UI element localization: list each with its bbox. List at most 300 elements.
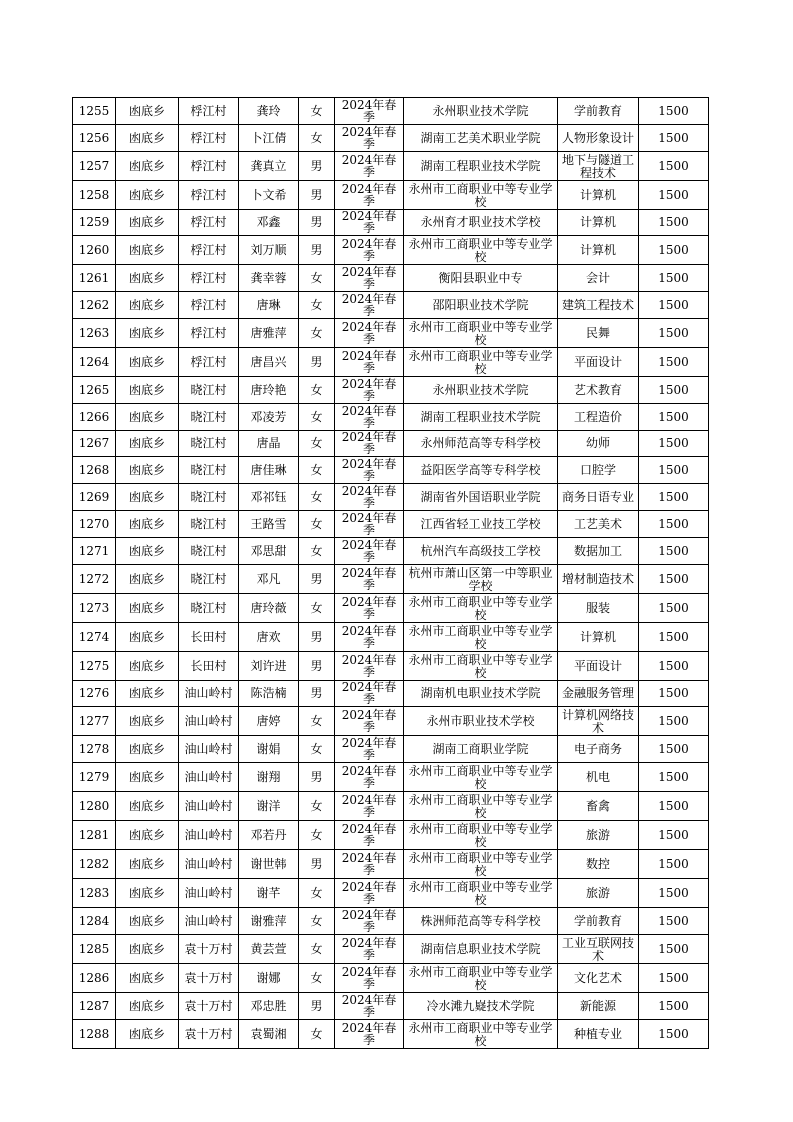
row-number-cell: 1283 (73, 879, 116, 908)
village-cell: 桴江村 (179, 209, 239, 236)
school-cell: 永州师范高等专科学校 (404, 430, 558, 457)
row-number-cell: 1280 (73, 792, 116, 821)
term-cell: 2024年春季 (335, 265, 404, 292)
amount-cell: 1500 (639, 403, 709, 430)
school-cell: 永州市职业技术学校 (404, 707, 558, 736)
term-cell: 2024年春季 (335, 376, 404, 403)
table-row (73, 537, 709, 564)
village-cell: 长田村 (179, 622, 239, 651)
student-name-cell: 唐佳琳 (239, 457, 299, 484)
term-cell: 2024年春季 (335, 98, 404, 125)
row-number-cell: 1267 (73, 430, 116, 457)
gender-cell: 女 (299, 292, 335, 319)
major-cell: 文化艺术 (558, 963, 639, 992)
township-cell: 凼底乡 (116, 292, 179, 319)
gender-cell: 女 (299, 457, 335, 484)
table-row (73, 850, 709, 879)
school-cell: 湖南工商职业学院 (404, 736, 558, 763)
major-cell: 计算机 (558, 180, 639, 209)
village-cell: 袁十万村 (179, 1019, 239, 1048)
amount-cell: 1500 (639, 124, 709, 151)
term-cell: 2024年春季 (335, 736, 404, 763)
student-name-cell: 邓若丹 (239, 821, 299, 850)
student-name-cell: 谢芊 (239, 879, 299, 908)
village-cell: 晓江村 (179, 593, 239, 622)
major-cell: 计算机 (558, 236, 639, 265)
row-number-cell: 1284 (73, 908, 116, 935)
term-cell: 2024年春季 (335, 292, 404, 319)
school-cell: 杭州汽车高级技工学校 (404, 537, 558, 564)
township-cell: 凼底乡 (116, 908, 179, 935)
major-cell: 种植专业 (558, 1019, 639, 1048)
school-cell: 永州市工商职业中等专业学校 (404, 792, 558, 821)
village-cell: 油山岭村 (179, 680, 239, 707)
village-cell: 桴江村 (179, 265, 239, 292)
amount-cell: 1500 (639, 430, 709, 457)
township-cell: 凼底乡 (116, 1019, 179, 1048)
table-row (73, 593, 709, 622)
table-row (73, 318, 709, 347)
table-row (73, 124, 709, 151)
major-cell: 民舞 (558, 318, 639, 347)
amount-cell: 1500 (639, 537, 709, 564)
row-number-cell: 1271 (73, 537, 116, 564)
gender-cell: 女 (299, 934, 335, 963)
gender-cell: 女 (299, 318, 335, 347)
gender-cell: 女 (299, 265, 335, 292)
major-cell: 工程造价 (558, 403, 639, 430)
major-cell: 增材制造技术 (558, 564, 639, 593)
gender-cell: 男 (299, 651, 335, 680)
table-row (73, 98, 709, 125)
row-number-cell: 1279 (73, 763, 116, 792)
amount-cell: 1500 (639, 318, 709, 347)
table-row (73, 908, 709, 935)
gender-cell: 女 (299, 593, 335, 622)
gender-cell: 女 (299, 707, 335, 736)
gender-cell: 女 (299, 736, 335, 763)
school-cell: 永州市工商职业中等专业学校 (404, 850, 558, 879)
village-cell: 桴江村 (179, 347, 239, 376)
student-name-cell: 卜江倩 (239, 124, 299, 151)
student-name-cell: 卜文希 (239, 180, 299, 209)
student-name-cell: 龚真立 (239, 151, 299, 180)
amount-cell: 1500 (639, 236, 709, 265)
table-row (73, 934, 709, 963)
school-cell: 株洲师范高等专科学校 (404, 908, 558, 935)
amount-cell: 1500 (639, 510, 709, 537)
township-cell: 凼底乡 (116, 457, 179, 484)
row-number-cell: 1258 (73, 180, 116, 209)
major-cell: 口腔学 (558, 457, 639, 484)
table-row (73, 403, 709, 430)
township-cell: 凼底乡 (116, 98, 179, 125)
school-cell: 永州市工商职业中等专业学校 (404, 651, 558, 680)
table-row (73, 1019, 709, 1048)
student-name-cell: 唐昌兴 (239, 347, 299, 376)
township-cell: 凼底乡 (116, 124, 179, 151)
term-cell: 2024年春季 (335, 180, 404, 209)
row-number-cell: 1263 (73, 318, 116, 347)
row-number-cell: 1256 (73, 124, 116, 151)
row-number-cell: 1268 (73, 457, 116, 484)
amount-cell: 1500 (639, 992, 709, 1019)
table-row (73, 707, 709, 736)
township-cell: 凼底乡 (116, 318, 179, 347)
table-row (73, 180, 709, 209)
school-cell: 湖南信息职业技术学院 (404, 934, 558, 963)
table-row (73, 457, 709, 484)
school-cell: 江西省轻工业技工学校 (404, 510, 558, 537)
township-cell: 凼底乡 (116, 593, 179, 622)
gender-cell: 男 (299, 236, 335, 265)
township-cell: 凼底乡 (116, 236, 179, 265)
term-cell: 2024年春季 (335, 564, 404, 593)
term-cell: 2024年春季 (335, 457, 404, 484)
student-name-cell: 邓凌芳 (239, 403, 299, 430)
amount-cell: 1500 (639, 98, 709, 125)
student-name-cell: 谢娟 (239, 736, 299, 763)
row-number-cell: 1282 (73, 850, 116, 879)
major-cell: 机电 (558, 763, 639, 792)
table-row (73, 236, 709, 265)
gender-cell: 女 (299, 821, 335, 850)
row-number-cell: 1264 (73, 347, 116, 376)
school-cell: 衡阳县职业中专 (404, 265, 558, 292)
table-row (73, 265, 709, 292)
major-cell: 工艺美术 (558, 510, 639, 537)
student-name-cell: 刘万顺 (239, 236, 299, 265)
major-cell: 金融服务管理 (558, 680, 639, 707)
table-row (73, 347, 709, 376)
village-cell: 袁十万村 (179, 934, 239, 963)
township-cell: 凼底乡 (116, 403, 179, 430)
village-cell: 油山岭村 (179, 763, 239, 792)
amount-cell: 1500 (639, 792, 709, 821)
row-number-cell: 1278 (73, 736, 116, 763)
amount-cell: 1500 (639, 622, 709, 651)
row-number-cell: 1281 (73, 821, 116, 850)
amount-cell: 1500 (639, 457, 709, 484)
school-cell: 湖南机电职业技术学院 (404, 680, 558, 707)
village-cell: 油山岭村 (179, 908, 239, 935)
row-number-cell: 1285 (73, 934, 116, 963)
gender-cell: 男 (299, 209, 335, 236)
major-cell: 幼师 (558, 430, 639, 457)
village-cell: 晓江村 (179, 537, 239, 564)
village-cell: 长田村 (179, 651, 239, 680)
row-number-cell: 1273 (73, 593, 116, 622)
table-row (73, 564, 709, 593)
township-cell: 凼底乡 (116, 792, 179, 821)
amount-cell: 1500 (639, 180, 709, 209)
student-name-cell: 唐琳 (239, 292, 299, 319)
village-cell: 晓江村 (179, 510, 239, 537)
gender-cell: 男 (299, 850, 335, 879)
school-cell: 湖南工程职业技术学院 (404, 151, 558, 180)
township-cell: 凼底乡 (116, 934, 179, 963)
student-name-cell: 袁蜀湘 (239, 1019, 299, 1048)
major-cell: 新能源 (558, 992, 639, 1019)
table-row (73, 992, 709, 1019)
amount-cell: 1500 (639, 347, 709, 376)
gender-cell: 女 (299, 908, 335, 935)
school-cell: 杭州市萧山区第一中等职业学校 (404, 564, 558, 593)
township-cell: 凼底乡 (116, 376, 179, 403)
school-cell: 永州市工商职业中等专业学校 (404, 318, 558, 347)
amount-cell: 1500 (639, 908, 709, 935)
school-cell: 邵阳职业技术学院 (404, 292, 558, 319)
major-cell: 计算机网络技术 (558, 707, 639, 736)
village-cell: 桴江村 (179, 124, 239, 151)
term-cell: 2024年春季 (335, 124, 404, 151)
row-number-cell: 1257 (73, 151, 116, 180)
township-cell: 凼底乡 (116, 510, 179, 537)
township-cell: 凼底乡 (116, 963, 179, 992)
school-cell: 永州市工商职业中等专业学校 (404, 593, 558, 622)
gender-cell: 女 (299, 792, 335, 821)
term-cell: 2024年春季 (335, 484, 404, 511)
student-name-cell: 唐欢 (239, 622, 299, 651)
amount-cell: 1500 (639, 879, 709, 908)
major-cell: 计算机 (558, 209, 639, 236)
village-cell: 晓江村 (179, 376, 239, 403)
term-cell: 2024年春季 (335, 1019, 404, 1048)
row-number-cell: 1275 (73, 651, 116, 680)
township-cell: 凼底乡 (116, 992, 179, 1019)
gender-cell: 男 (299, 622, 335, 651)
term-cell: 2024年春季 (335, 792, 404, 821)
student-name-cell: 谢世韩 (239, 850, 299, 879)
amount-cell: 1500 (639, 209, 709, 236)
school-cell: 湖南省外国语职业学院 (404, 484, 558, 511)
village-cell: 桴江村 (179, 151, 239, 180)
student-name-cell: 邓忠胜 (239, 992, 299, 1019)
township-cell: 凼底乡 (116, 622, 179, 651)
amount-cell: 1500 (639, 376, 709, 403)
village-cell: 油山岭村 (179, 736, 239, 763)
gender-cell: 女 (299, 376, 335, 403)
table-row (73, 736, 709, 763)
student-name-cell: 唐晶 (239, 430, 299, 457)
township-cell: 凼底乡 (116, 879, 179, 908)
gender-cell: 女 (299, 403, 335, 430)
village-cell: 桴江村 (179, 236, 239, 265)
school-cell: 永州市工商职业中等专业学校 (404, 236, 558, 265)
major-cell: 数据加工 (558, 537, 639, 564)
term-cell: 2024年春季 (335, 821, 404, 850)
table-row (73, 763, 709, 792)
student-name-cell: 谢洋 (239, 792, 299, 821)
term-cell: 2024年春季 (335, 908, 404, 935)
major-cell: 平面设计 (558, 651, 639, 680)
school-cell: 湖南工程职业技术学院 (404, 403, 558, 430)
village-cell: 油山岭村 (179, 707, 239, 736)
row-number-cell: 1276 (73, 680, 116, 707)
term-cell: 2024年春季 (335, 403, 404, 430)
row-number-cell: 1288 (73, 1019, 116, 1048)
township-cell: 凼底乡 (116, 651, 179, 680)
village-cell: 晓江村 (179, 430, 239, 457)
gender-cell: 女 (299, 484, 335, 511)
township-cell: 凼底乡 (116, 707, 179, 736)
school-cell: 永州市工商职业中等专业学校 (404, 963, 558, 992)
major-cell: 工业互联网技术 (558, 934, 639, 963)
gender-cell: 男 (299, 151, 335, 180)
township-cell: 凼底乡 (116, 265, 179, 292)
gender-cell: 男 (299, 564, 335, 593)
amount-cell: 1500 (639, 265, 709, 292)
major-cell: 服装 (558, 593, 639, 622)
term-cell: 2024年春季 (335, 879, 404, 908)
township-cell: 凼底乡 (116, 180, 179, 209)
township-cell: 凼底乡 (116, 736, 179, 763)
gender-cell: 男 (299, 992, 335, 1019)
amount-cell: 1500 (639, 850, 709, 879)
row-number-cell: 1260 (73, 236, 116, 265)
school-cell: 永州育才职业技术学校 (404, 209, 558, 236)
gender-cell: 女 (299, 1019, 335, 1048)
school-cell: 永州市工商职业中等专业学校 (404, 622, 558, 651)
row-number-cell: 1272 (73, 564, 116, 593)
major-cell: 学前教育 (558, 98, 639, 125)
amount-cell: 1500 (639, 292, 709, 319)
row-number-cell: 1286 (73, 963, 116, 992)
row-number-cell: 1259 (73, 209, 116, 236)
school-cell: 湖南工艺美术职业学院 (404, 124, 558, 151)
term-cell: 2024年春季 (335, 763, 404, 792)
township-cell: 凼底乡 (116, 564, 179, 593)
school-cell: 永州市工商职业中等专业学校 (404, 1019, 558, 1048)
major-cell: 平面设计 (558, 347, 639, 376)
village-cell: 桴江村 (179, 98, 239, 125)
row-number-cell: 1277 (73, 707, 116, 736)
school-cell: 益阳医学高等专科学校 (404, 457, 558, 484)
term-cell: 2024年春季 (335, 651, 404, 680)
term-cell: 2024年春季 (335, 430, 404, 457)
village-cell: 袁十万村 (179, 963, 239, 992)
student-name-cell: 邓凡 (239, 564, 299, 593)
term-cell: 2024年春季 (335, 347, 404, 376)
major-cell: 畜禽 (558, 792, 639, 821)
amount-cell: 1500 (639, 707, 709, 736)
gender-cell: 女 (299, 879, 335, 908)
amount-cell: 1500 (639, 763, 709, 792)
table-row (73, 651, 709, 680)
table-row (73, 821, 709, 850)
amount-cell: 1500 (639, 484, 709, 511)
student-name-cell: 邓祁钰 (239, 484, 299, 511)
village-cell: 油山岭村 (179, 792, 239, 821)
term-cell: 2024年春季 (335, 850, 404, 879)
student-name-cell: 唐雅萍 (239, 318, 299, 347)
major-cell: 数控 (558, 850, 639, 879)
amount-cell: 1500 (639, 821, 709, 850)
major-cell: 商务日语专业 (558, 484, 639, 511)
student-name-cell: 刘许进 (239, 651, 299, 680)
term-cell: 2024年春季 (335, 622, 404, 651)
gender-cell: 男 (299, 763, 335, 792)
amount-cell: 1500 (639, 593, 709, 622)
township-cell: 凼底乡 (116, 347, 179, 376)
student-name-cell: 谢翔 (239, 763, 299, 792)
term-cell: 2024年春季 (335, 593, 404, 622)
term-cell: 2024年春季 (335, 992, 404, 1019)
table-row (73, 209, 709, 236)
term-cell: 2024年春季 (335, 209, 404, 236)
village-cell: 晓江村 (179, 403, 239, 430)
village-cell: 晓江村 (179, 484, 239, 511)
gender-cell: 女 (299, 537, 335, 564)
table-row (73, 376, 709, 403)
township-cell: 凼底乡 (116, 209, 179, 236)
term-cell: 2024年春季 (335, 318, 404, 347)
student-name-cell: 邓鑫 (239, 209, 299, 236)
school-cell: 永州职业技术学院 (404, 376, 558, 403)
table-row (73, 879, 709, 908)
township-cell: 凼底乡 (116, 680, 179, 707)
row-number-cell: 1261 (73, 265, 116, 292)
gender-cell: 男 (299, 180, 335, 209)
school-cell: 永州市工商职业中等专业学校 (404, 821, 558, 850)
village-cell: 桴江村 (179, 180, 239, 209)
table-row (73, 510, 709, 537)
major-cell: 计算机 (558, 622, 639, 651)
village-cell: 袁十万村 (179, 992, 239, 1019)
school-cell: 永州市工商职业中等专业学校 (404, 763, 558, 792)
gender-cell: 女 (299, 430, 335, 457)
township-cell: 凼底乡 (116, 821, 179, 850)
student-name-cell: 邓思甜 (239, 537, 299, 564)
student-name-cell: 龚幸蓉 (239, 265, 299, 292)
row-number-cell: 1255 (73, 98, 116, 125)
student-name-cell: 王路雪 (239, 510, 299, 537)
major-cell: 人物形象设计 (558, 124, 639, 151)
major-cell: 地下与隧道工程技术 (558, 151, 639, 180)
major-cell: 旅游 (558, 821, 639, 850)
amount-cell: 1500 (639, 564, 709, 593)
gender-cell: 女 (299, 510, 335, 537)
village-cell: 油山岭村 (179, 821, 239, 850)
term-cell: 2024年春季 (335, 510, 404, 537)
row-number-cell: 1274 (73, 622, 116, 651)
row-number-cell: 1266 (73, 403, 116, 430)
township-cell: 凼底乡 (116, 430, 179, 457)
major-cell: 会计 (558, 265, 639, 292)
row-number-cell: 1265 (73, 376, 116, 403)
amount-cell: 1500 (639, 736, 709, 763)
student-name-cell: 唐玲艳 (239, 376, 299, 403)
township-cell: 凼底乡 (116, 151, 179, 180)
row-number-cell: 1269 (73, 484, 116, 511)
row-number-cell: 1262 (73, 292, 116, 319)
amount-cell: 1500 (639, 1019, 709, 1048)
gender-cell: 男 (299, 347, 335, 376)
student-name-cell: 唐玲薇 (239, 593, 299, 622)
table-row (73, 430, 709, 457)
amount-cell: 1500 (639, 934, 709, 963)
student-name-cell: 陈浩楠 (239, 680, 299, 707)
amount-cell: 1500 (639, 963, 709, 992)
term-cell: 2024年春季 (335, 707, 404, 736)
term-cell: 2024年春季 (335, 236, 404, 265)
village-cell: 晓江村 (179, 564, 239, 593)
row-number-cell: 1270 (73, 510, 116, 537)
term-cell: 2024年春季 (335, 680, 404, 707)
village-cell: 油山岭村 (179, 879, 239, 908)
table-row (73, 151, 709, 180)
village-cell: 晓江村 (179, 457, 239, 484)
